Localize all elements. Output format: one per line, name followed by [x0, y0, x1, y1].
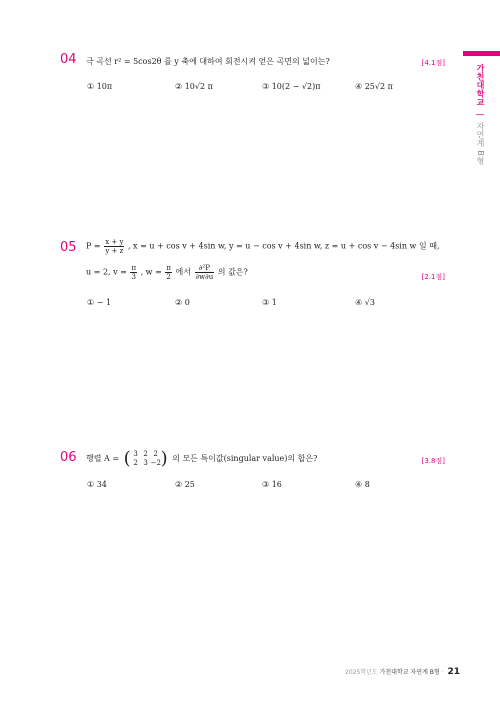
- fraction-derivative: $\frac{\text{∂²P}}{\partial w\partial u}$: [195, 264, 214, 281]
- question-05: [60, 238, 445, 318]
- fraction-v: $\frac{\pi}{3}$: [131, 264, 137, 281]
- side-tab-separator: |: [476, 112, 485, 116]
- fraction-w: $\frac{\pi}{2}$: [166, 264, 171, 281]
- footer-year: 2025학년도: [345, 669, 378, 676]
- question-stem: 행렬 A = ( 3 2 2 2 3 −2 ) 의 모든 특이값(singular value)의 합은?: [86, 448, 318, 469]
- stem-line1-rest: , x = u + cos v + 4sin w, y = u − cos v + 4sin w, z = u + cos v − 4sin w 일 때,: [127, 241, 440, 251]
- side-tab-bar: [463, 51, 500, 56]
- footer-separator: ·: [441, 669, 444, 676]
- choice-2[interactable]: ② 25: [175, 480, 195, 489]
- matrix-a: [124, 450, 168, 468]
- side-tab: [463, 46, 500, 186]
- matrix-row-1: 3 2 2: [133, 450, 158, 458]
- question-stem-line2: u = 2, v = $\frac{\pi}{3}$ , w = $\frac{\pi}{2}$ 에서 $\frac{\text{∂²P}}{\partial w\partial u}$ 의 값은?: [86, 264, 248, 281]
- stem-p: P =: [86, 241, 101, 251]
- side-tab-subject: 자연계 B형: [476, 121, 485, 165]
- side-tab-school: 가천대학교: [476, 64, 485, 107]
- page-footer: [320, 667, 460, 677]
- fraction-p: $\frac{x + y}{y + z}$: [105, 238, 124, 255]
- question-number: 05: [60, 240, 77, 255]
- choice-4[interactable]: ④ √3: [355, 298, 375, 307]
- question-06: [60, 448, 445, 500]
- side-tab-text: [475, 64, 486, 165]
- matrix-left-paren: (: [123, 448, 131, 469]
- matrix-row-2: 2 3 −2: [133, 459, 161, 467]
- choice-3[interactable]: ③ 10(2 − √2)π: [262, 82, 321, 91]
- question-score: [2.1점]: [421, 273, 445, 281]
- question-04: [60, 52, 445, 102]
- choice-4[interactable]: ④ 8: [355, 480, 370, 489]
- choice-1[interactable]: ① − 1: [87, 298, 112, 307]
- question-stem-line1: [86, 238, 440, 255]
- choice-3[interactable]: ③ 1: [262, 298, 277, 307]
- question-score: [4.1점]: [421, 59, 445, 67]
- question-number: 04: [60, 52, 77, 67]
- question-score: [3.8점]: [421, 457, 445, 465]
- choice-2[interactable]: ② 10√2 π: [175, 82, 213, 91]
- choice-1[interactable]: ① 10π: [87, 82, 113, 91]
- choice-2[interactable]: ② 0: [175, 298, 190, 307]
- question-number: 06: [60, 450, 77, 465]
- choice-4[interactable]: ④ 25√2 π: [355, 82, 393, 91]
- choice-1[interactable]: ① 34: [87, 480, 107, 489]
- matrix-right-paren: ): [160, 448, 168, 469]
- page-number: 21: [447, 667, 460, 677]
- choice-3[interactable]: ③ 16: [262, 480, 282, 489]
- question-stem: 극 곡선 r² = 5cos2θ 를 y 축에 대하여 회전시켜 얻은 곡면의 넓이는?: [86, 57, 330, 66]
- footer-title: 가천대학교 자연계 B형: [379, 669, 440, 676]
